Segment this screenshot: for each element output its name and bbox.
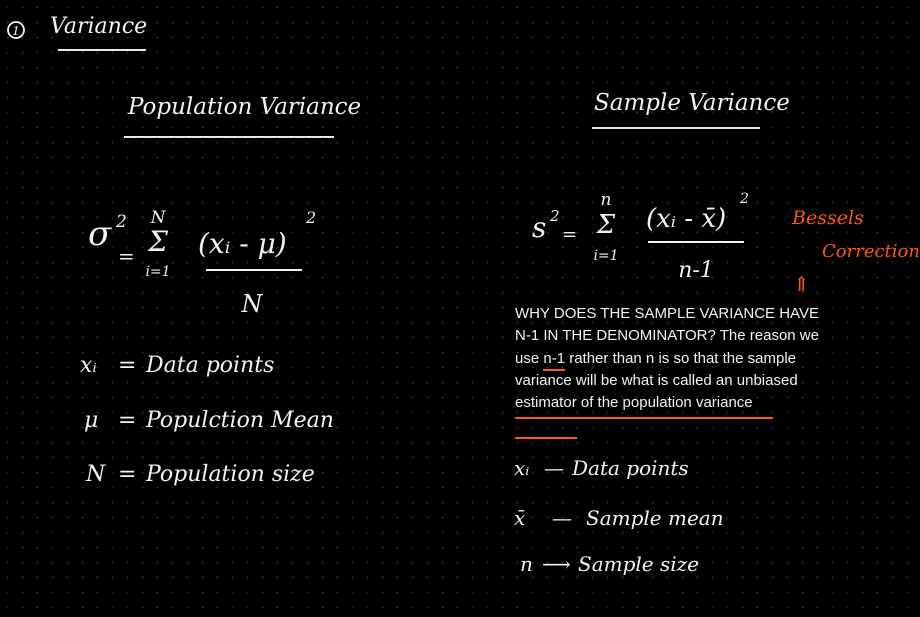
definition-symbol: N [86, 462, 106, 487]
definition-text: Data points [572, 456, 689, 480]
explanation-text: rather than n is so that the sample variance will be what is called an [515, 349, 797, 389]
explanation-text: WHY DOES THE SAMPLE VARIANCE HAVE N-1 IN THE DENOMINATOR? The reason we use [515, 305, 819, 367]
definition-symbol: xᵢ [80, 353, 97, 378]
up-arrow-icon: ⇑ [793, 272, 810, 296]
formula-equals: = [562, 224, 578, 245]
definition-text: Sample mean [586, 506, 724, 530]
formula-lhs: σ [88, 214, 112, 254]
section-title: Variance [50, 14, 148, 39]
numerator-exponent: 2 [306, 208, 317, 227]
sample-heading-underline [592, 127, 760, 129]
highlight-underline [515, 417, 773, 419]
sum-lower-limit: i=1 [593, 248, 619, 264]
definition-equals: = [118, 462, 137, 487]
definition-row [514, 456, 689, 480]
highlighted-phrase: unbiased estimator of the population variance [515, 371, 798, 412]
definition-row [520, 552, 699, 576]
definition-text: Populction Mean [146, 408, 334, 433]
population-heading: Population Variance [128, 94, 362, 120]
formula-numerator: (xᵢ - μ) [198, 227, 287, 260]
bessels-note-line1: Bessels [792, 207, 864, 229]
sum-sigma: Σ [148, 225, 168, 258]
section-number: 1 [12, 24, 20, 38]
definition-symbol: n [520, 552, 533, 576]
formula-denominator: n-1 [678, 258, 714, 283]
highlight-underline [515, 437, 577, 439]
circled-number-icon [6, 20, 26, 40]
bessels-note-line2: Correction [822, 241, 920, 262]
explanation-paragraph [515, 303, 837, 414]
definition-symbol: μ [84, 408, 99, 433]
formula-lhs-exponent: 2 [550, 207, 560, 225]
sum-upper-limit: N [150, 208, 166, 228]
n-minus-1-text: n-1 [543, 349, 566, 367]
definition-row [84, 408, 334, 433]
definition-separator: ⟶ [542, 552, 571, 576]
formula-denominator: N [241, 290, 263, 318]
formula-numerator: (xᵢ - x̄) [646, 204, 727, 234]
sum-sigma: Σ [596, 210, 616, 240]
definition-equals: = [118, 353, 137, 378]
n-minus-1-emphasis [543, 350, 565, 367]
definition-row [514, 506, 724, 530]
population-heading-underline [124, 136, 334, 138]
formula-equals: = [118, 244, 135, 268]
definition-text: Population size [146, 462, 315, 487]
sum-upper-limit: n [600, 190, 612, 210]
definition-separator: — [544, 456, 564, 480]
n-minus-1-underline [543, 369, 565, 371]
population-formula [80, 195, 340, 325]
sample-heading: Sample Variance [594, 90, 790, 116]
definition-text: Data points [146, 353, 275, 378]
definition-equals: = [118, 408, 137, 433]
definition-symbol: xᵢ [514, 456, 530, 480]
section-title-underline [58, 49, 146, 51]
definition-row [86, 462, 315, 487]
definition-row [80, 353, 274, 378]
sample-formula [528, 185, 768, 285]
definition-text: Sample size [578, 552, 700, 576]
formula-lhs-exponent: 2 [116, 212, 127, 232]
numerator-exponent: 2 [740, 191, 749, 207]
definition-symbol: x̄ [514, 506, 526, 530]
sum-lower-limit: i=1 [145, 264, 171, 280]
definition-separator: — [552, 506, 572, 530]
formula-lhs: s [532, 211, 547, 244]
